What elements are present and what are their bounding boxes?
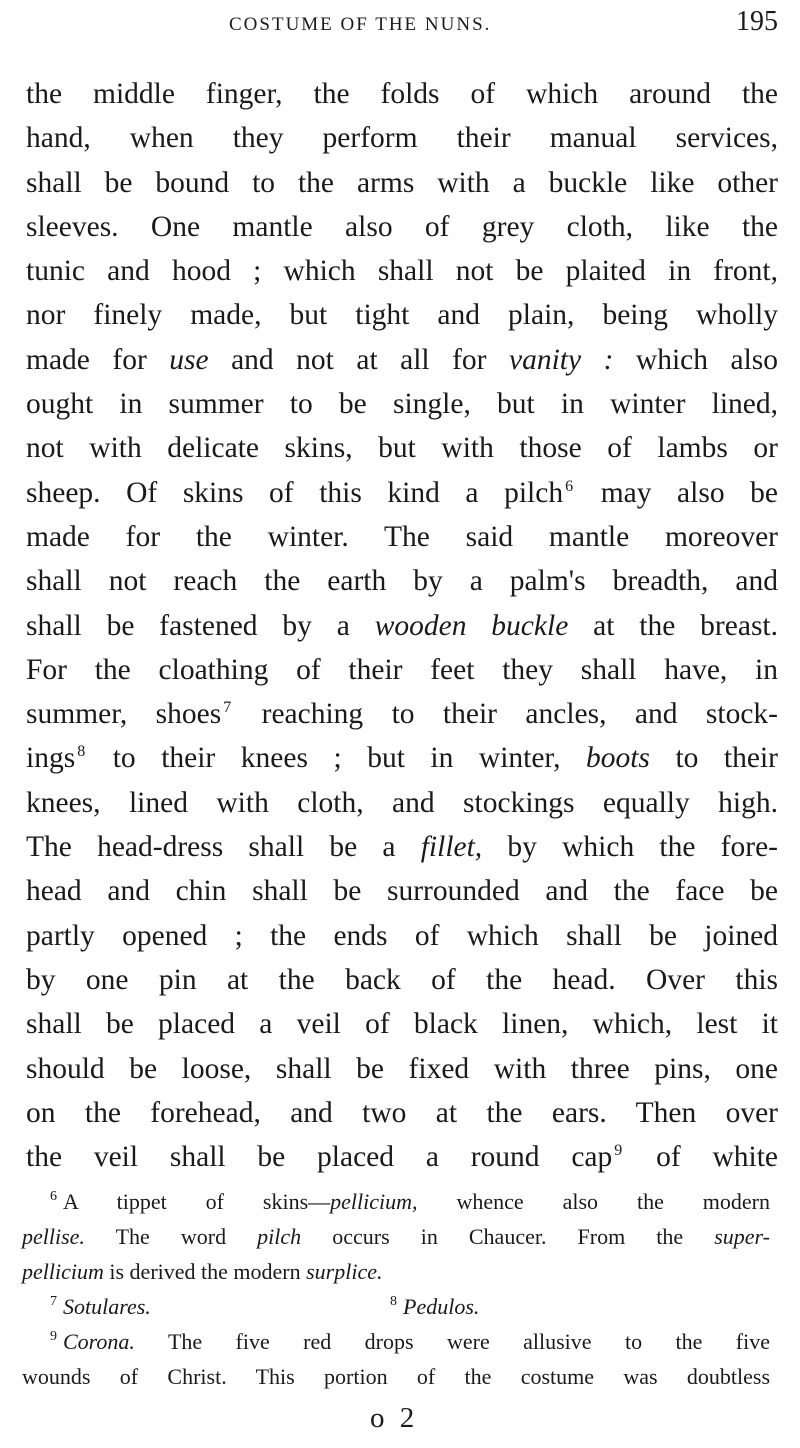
body-line: ought in summer to be single, but in winter lined,	[26, 388, 778, 421]
italic-run: surplice.	[306, 1259, 383, 1284]
text-run: The head-dress shall be a	[26, 831, 421, 864]
footnote-mark: 7	[50, 1294, 57, 1309]
running-title: COSTUME OF THE NUNS.	[229, 14, 492, 35]
footnote-reference: 7	[223, 699, 232, 717]
text-run: The five red drops were allusive to the five	[134, 1329, 770, 1354]
text-run: at the breast.	[568, 609, 778, 642]
text-run: may also be	[575, 476, 778, 509]
body-line	[26, 736, 778, 780]
body-line: tunic and hood ; which shall not be plaited in front,	[26, 255, 778, 288]
italic-run: fillet,	[420, 831, 483, 864]
footnote-mark: 6	[50, 1189, 57, 1204]
body-line: not with delicate skins, but with those of lambs or	[26, 432, 778, 465]
page-number: 195	[736, 6, 778, 37]
body-line	[26, 692, 778, 736]
body-line	[26, 1135, 778, 1179]
body-line: head and chin shall be surrounded and the face be	[26, 875, 778, 908]
body-line: knees, lined with cloth, and stockings equally high.	[26, 786, 778, 819]
body-line: partly opened ; the ends of which shall be joined	[26, 919, 778, 952]
text-run: A tippet of skins—	[63, 1189, 331, 1214]
footnote-reference: 9	[614, 1142, 623, 1160]
text-run: summer, shoes	[26, 698, 222, 731]
italic-run: Pedulos.	[403, 1294, 480, 1319]
footnote-8	[390, 1289, 479, 1324]
italic-run: use	[169, 343, 209, 376]
text-run: to their knees ; but in winter,	[87, 742, 586, 775]
body-line: shall be placed a veil of black linen, which, lest it	[26, 1008, 778, 1041]
body-line	[26, 471, 778, 515]
text-run: and not at all for	[208, 343, 509, 376]
running-head	[0, 6, 800, 46]
text-run: ings	[26, 742, 76, 775]
body-line	[26, 338, 778, 382]
italic-run: pilch	[257, 1224, 302, 1249]
footnote-9-line: wounds of Christ. This portion of the costume was doubtless	[22, 1364, 770, 1389]
text-run: whence also the modern	[417, 1189, 770, 1214]
footnotes-7-8	[22, 1289, 770, 1324]
body-line: by one pin at the back of the head. Over this	[26, 963, 778, 996]
footnote-mark: 9	[50, 1329, 57, 1344]
italic-run: Sotulares.	[63, 1294, 151, 1319]
italic-run: pellicium	[22, 1259, 104, 1284]
body-text	[26, 72, 778, 1179]
footnote-6-line	[22, 1219, 770, 1254]
italic-run: vanity :	[509, 343, 614, 376]
footnote-6-line	[22, 1254, 770, 1289]
body-line	[26, 825, 778, 869]
text-run: to their	[649, 742, 778, 775]
text-run: made for	[26, 343, 170, 376]
text-run: reaching to their ancles, and stock-	[233, 698, 778, 731]
footnote-reference: 6	[565, 477, 574, 495]
text-run: The word	[84, 1224, 258, 1249]
italic-run: boots	[585, 742, 650, 775]
text-run: occurs in Chaucer. From the	[301, 1224, 715, 1249]
body-line: shall not reach the earth by a palm's breadth, and	[26, 565, 778, 598]
text-run: of white	[624, 1141, 778, 1174]
body-line: should be loose, shall be fixed with three pins, one	[26, 1052, 778, 1085]
italic-run: pellicium,	[330, 1189, 418, 1214]
footnote-mark: 8	[390, 1294, 397, 1309]
footnotes	[22, 1184, 770, 1394]
italic-run: wooden buckle	[374, 609, 569, 642]
text-run: by which the fore-	[482, 831, 778, 864]
text-run: the veil shall be placed a round cap	[26, 1141, 613, 1174]
body-line: on the forehead, and two at the ears. Then over	[26, 1096, 778, 1129]
body-line: made for the winter. The said mantle moreover	[26, 520, 778, 553]
text-run: sheep. Of skins of this kind a pilch	[26, 476, 564, 509]
body-line: sleeves. One mantle also of grey cloth, like the	[26, 210, 778, 243]
body-line: the middle finger, the folds of which around the	[26, 78, 778, 110]
body-line: For the cloathing of their feet they shall have, in	[26, 653, 778, 686]
text-run: which also	[613, 343, 778, 376]
footnote-7	[50, 1289, 390, 1324]
body-line: nor finely made, but tight and plain, being wholly	[26, 299, 778, 332]
text-run: shall be fastened by a	[26, 609, 375, 642]
signature-mark: o 2	[370, 1402, 419, 1434]
body-line: hand, when they perform their manual services,	[26, 122, 778, 155]
body-line: shall be bound to the arms with a buckle like other	[26, 166, 778, 199]
footnote-6-line	[22, 1184, 770, 1219]
footnote-9-line	[22, 1324, 770, 1359]
italic-run: pellise.	[22, 1224, 85, 1249]
footnote-reference: 8	[77, 743, 86, 761]
body-line	[26, 604, 778, 648]
text-run: is derived the modern	[103, 1259, 307, 1284]
italic-run: Corona.	[63, 1329, 135, 1354]
italic-run: super-	[714, 1224, 770, 1249]
